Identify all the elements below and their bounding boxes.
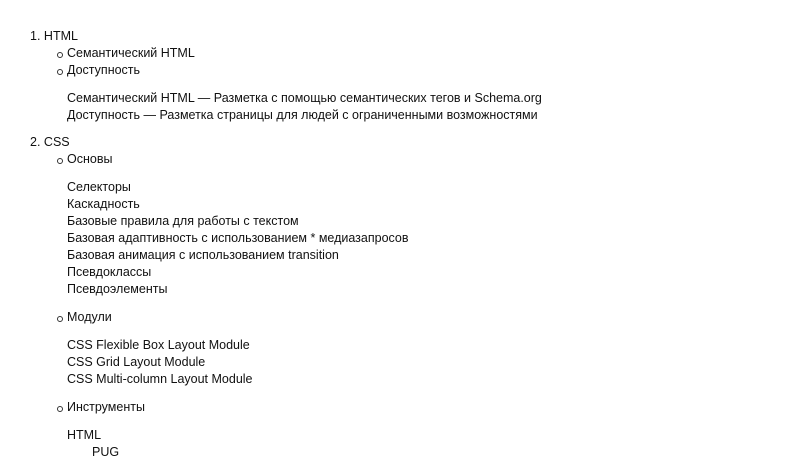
subtopic-list [30, 151, 800, 461]
subtopic-group-modules [67, 309, 800, 388]
group-label: Основы [67, 152, 113, 166]
subtopic-item: Семантический HTML [67, 45, 800, 62]
group-items [67, 337, 800, 388]
group-items [67, 427, 800, 461]
group-item: CSS Flexible Box Layout Module [67, 338, 250, 352]
description-block [67, 90, 800, 124]
group-item: Базовые правила для работы с текстом [67, 214, 299, 228]
section-css [30, 134, 800, 461]
topic-list [30, 28, 800, 461]
group-item: HTML [67, 428, 102, 442]
group-item: Селекторы [67, 180, 131, 194]
group-item: Псевдоклассы [67, 265, 152, 279]
circle-bullet-icon [57, 69, 63, 75]
subtopic-group-basics [67, 151, 800, 298]
circle-bullet-icon [57, 52, 63, 58]
subtopic-item: Доступность [67, 62, 800, 79]
group-label: Инструменты [67, 400, 145, 414]
description-line: Семантический HTML — Разметка с помощью семантических тегов и Schema.org [67, 91, 542, 105]
section-title: 1. HTML [30, 29, 78, 43]
subtopic-list [30, 45, 800, 79]
circle-bullet-icon [57, 158, 63, 164]
group-item: CSS Multi-column Layout Module [67, 372, 253, 386]
nested-item: PUG [92, 445, 120, 459]
group-items [67, 179, 800, 298]
description-line: Доступность — Разметка страницы для людей с ограниченными возможностями [67, 108, 538, 122]
circle-bullet-icon [57, 316, 63, 322]
group-item: Каскадность [67, 197, 140, 211]
section-title: 2. CSS [30, 135, 70, 149]
group-label: Модули [67, 310, 112, 324]
group-item: Псевдоэлементы [67, 282, 168, 296]
group-item: Базовая анимация с использованием transition [67, 248, 339, 262]
circle-bullet-icon [57, 406, 63, 412]
section-html [30, 28, 800, 124]
group-item: Базовая адаптивность с использованием * медиазапросов [67, 231, 409, 245]
group-item: CSS Grid Layout Module [67, 355, 206, 369]
subtopic-group-tools [67, 399, 800, 461]
